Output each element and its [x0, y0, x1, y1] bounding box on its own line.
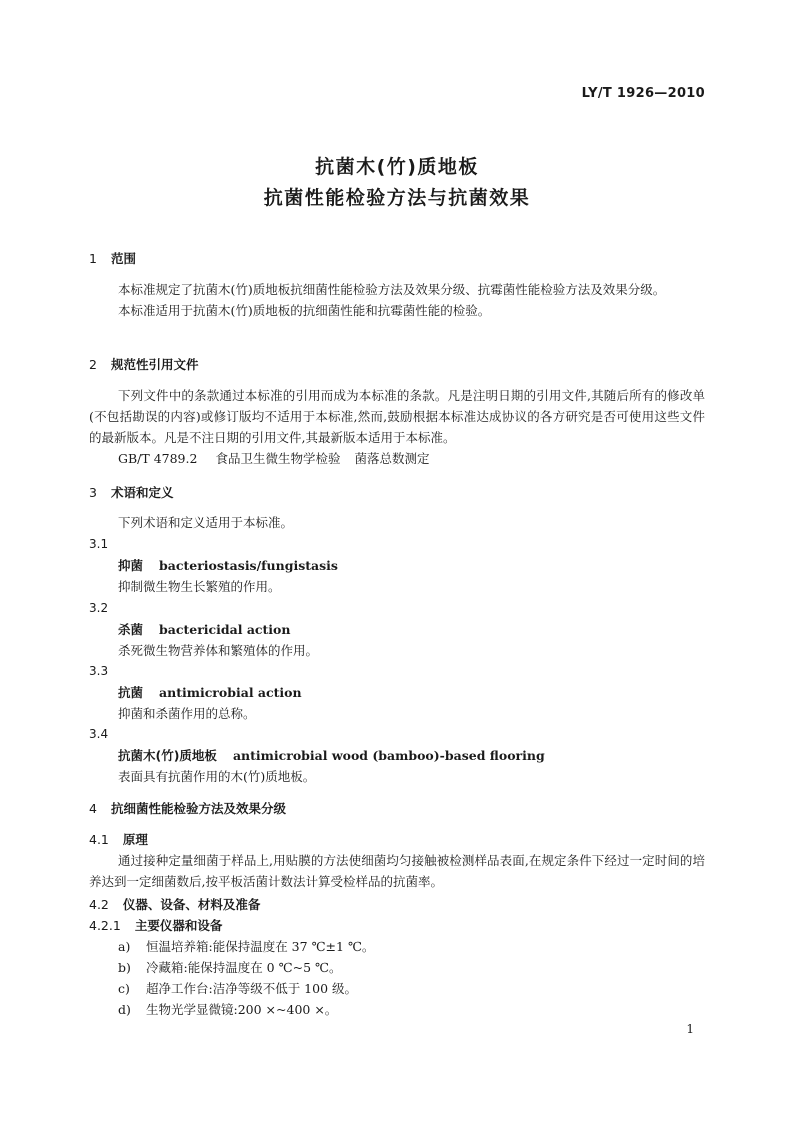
section-title: 规范性引用文件	[110, 357, 199, 372]
term-3-3	[89, 661, 705, 724]
document-title-line1: 抗菌木(竹)质地板	[315, 156, 479, 178]
section-title: 抗细菌性能检验方法及效果分级	[110, 801, 286, 816]
section-1-body	[89, 279, 705, 321]
list-text: 超净工作台:洁净等级不低于 100 级。	[146, 981, 358, 996]
term-3-2	[89, 598, 705, 661]
term-name	[89, 619, 705, 640]
section-heading	[89, 248, 705, 269]
section-heading	[89, 798, 705, 819]
reference-title: 食品卫生微生物学检验	[215, 451, 341, 466]
term-3-4	[89, 724, 705, 787]
document-title-line2: 抗菌性能检验方法与抗菌效果	[263, 187, 531, 209]
term-number: 3.3	[89, 664, 109, 678]
section-3	[89, 482, 705, 503]
term-definition: 杀死微生物营养体和繁殖体的作用。	[118, 643, 319, 658]
subsection-4-1	[89, 829, 705, 892]
subsection-number: 4.1	[89, 832, 109, 847]
list-item	[89, 957, 705, 978]
section-2	[89, 354, 705, 375]
subsection-number: 4.2	[89, 897, 109, 912]
section-title: 范围	[110, 251, 136, 266]
reference-code: GB/T 4789.2	[118, 451, 198, 466]
subsection-title: 仪器、设备、材料及准备	[122, 897, 261, 912]
term-name	[89, 682, 705, 703]
list-marker: b)	[118, 960, 131, 975]
subsection-heading	[89, 915, 705, 936]
term-zh: 杀菌	[118, 622, 144, 637]
section-1	[89, 248, 705, 269]
paragraph: 本标准规定了抗菌木(竹)质地板抗细菌性能检验方法及效果分级、抗霉菌性能检验方法及效果分级。	[118, 282, 666, 297]
section-number: 4	[89, 801, 97, 816]
standard-code: LY/T 1926—2010	[581, 86, 705, 101]
term-definition: 抑制微生物生长繁殖的作用。	[118, 579, 281, 594]
list-marker: c)	[118, 981, 130, 996]
normative-reference	[89, 448, 705, 469]
paragraph: 通过接种定量细菌于样品上,用贴膜的方法使细菌均匀接触被检测样品表面,在规定条件下经过一定时间的培养达到一定细菌数后,按平板活菌计数法计算受检样品的抗菌率。	[89, 853, 705, 889]
list-marker: a)	[118, 939, 131, 954]
term-name	[89, 555, 705, 576]
term-3-1	[89, 534, 705, 597]
list-item	[89, 936, 705, 957]
term-zh: 抗菌	[118, 685, 144, 700]
subsection-title: 主要仪器和设备	[134, 918, 223, 933]
subsection-4-2	[89, 894, 705, 915]
term-number: 3.4	[89, 727, 109, 741]
section-number: 3	[89, 485, 97, 500]
list-text: 生物光学显微镜:200 ×~400 ×。	[146, 1002, 338, 1017]
term-zh: 抗菌木(竹)质地板	[118, 748, 217, 763]
section-number: 2	[89, 357, 97, 372]
term-name	[89, 745, 705, 766]
paragraph: 本标准适用于抗菌木(竹)质地板的抗细菌性能和抗霉菌性能的检验。	[118, 303, 491, 318]
subsection-heading	[89, 894, 705, 915]
list-marker: d)	[118, 1002, 131, 1017]
term-en: antimicrobial action	[159, 685, 302, 700]
subsection-4-2-1	[89, 915, 705, 1020]
list-text: 恒温培养箱:能保持温度在 37 ℃±1 ℃。	[146, 939, 375, 954]
section-3-body	[89, 512, 705, 533]
section-4	[89, 798, 705, 819]
term-zh: 抑菌	[118, 558, 144, 573]
paragraph: 下列术语和定义适用于本标准。	[118, 515, 294, 530]
list-item	[89, 978, 705, 999]
list-item	[89, 999, 705, 1020]
term-number: 3.2	[89, 601, 109, 615]
term-en: bacteriostasis/fungistasis	[159, 558, 338, 573]
section-title: 术语和定义	[110, 485, 174, 500]
section-number: 1	[89, 251, 97, 266]
section-heading	[89, 354, 705, 375]
term-definition: 抑菌和杀菌作用的总称。	[118, 706, 256, 721]
paragraph: 下列文件中的条款通过本标准的引用而成为本标准的条款。凡是注明日期的引用文件,其随后所有的修改单(不包括勘误的内容)或修订版均不适用于本标准,然而,鼓励根据本标准达成协议的各方研究是否可使用这些文件的最新版本。凡是不注日期的引用文件,其最新版本适用于本标准。	[89, 388, 705, 445]
subsection-title: 原理	[122, 832, 148, 847]
term-number: 3.1	[89, 537, 109, 551]
page-number: 1	[686, 1022, 694, 1036]
term-en: bactericidal action	[159, 622, 291, 637]
subsection-heading	[89, 829, 705, 850]
term-definition: 表面具有抗菌作用的木(竹)质地板。	[118, 769, 316, 784]
term-en: antimicrobial wood (bamboo)-based flooring	[232, 748, 545, 763]
list-text: 冷藏箱:能保持温度在 0 ℃~5 ℃。	[146, 960, 342, 975]
reference-subtitle: 菌落总数测定	[354, 451, 430, 466]
section-2-body	[89, 385, 705, 469]
subsection-number: 4.2.1	[89, 918, 121, 933]
section-heading	[89, 482, 705, 503]
